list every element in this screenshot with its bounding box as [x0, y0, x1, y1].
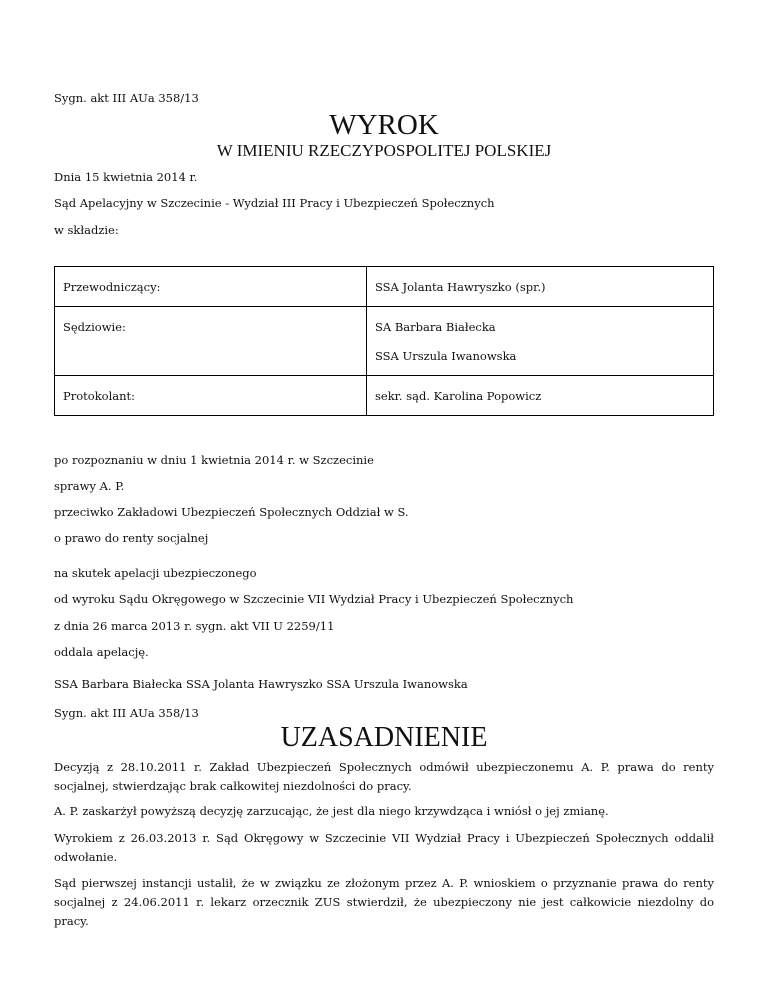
lower-court-date-line: z dnia 26 marca 2013 r. sygn. akt VII U 2259/11 [54, 619, 335, 633]
judgment-title: WYROK [329, 109, 439, 141]
panel-names-cell [367, 376, 714, 416]
justification-paragraph: Sąd pierwszej instancji ustalił, że w związku ze złożonym przez A. P. wnioskiem o przyznanie prawa do renty socjalnej z 24.06.2011 r. lekarz orzecznik ZUS stwierdził, że ubezpieczony nie jest całkowicie niezdolny do pracy. [54, 876, 714, 928]
appeal-line: na skutek apelacji ubezpieczonego [54, 566, 257, 580]
justification-title: UZASADNIENIE [280, 722, 488, 753]
panel-names-cell [367, 307, 714, 376]
judges-signature-line: SSA Barbara Białecka SSA Jolanta Hawryszko SSA Urszula Iwanowska [54, 677, 468, 691]
panel-names-cell [367, 267, 714, 307]
case-party-line: sprawy A. P. [54, 479, 125, 493]
court-panel-table [54, 266, 714, 416]
case-signature-top: Sygn. akt III AUa 358/13 [54, 91, 199, 105]
justification-paragraph: Wyrokiem z 26.03.2013 r. Sąd Okręgowy w Szczecinie VII Wydział Pracy i Ubezpieczeń Społecznych oddalił odwołanie. [54, 831, 714, 864]
court-name: Sąd Apelacyjny w Szczecinie - Wydział III Pracy i Ubezpieczeń Społecznych [54, 196, 495, 210]
subject-line: o prawo do renty socjalnej [54, 531, 209, 545]
case-signature-justification: Sygn. akt III AUa 358/13 [54, 706, 199, 720]
lower-court-line: od wyroku Sądu Okręgowego w Szczecinie VII Wydział Pracy i Ubezpieczeń Społecznych [54, 592, 574, 606]
panel-role: Przewodniczący: [63, 280, 161, 294]
panel-role-cell [55, 307, 367, 376]
panel-role-cell [55, 376, 367, 416]
panel-role: Sędziowie: [63, 320, 126, 334]
verdict-line: oddala apelację. [54, 645, 149, 659]
judgment-date: Dnia 15 kwietnia 2014 r. [54, 170, 198, 184]
panel-role-cell [55, 267, 367, 307]
justification-paragraph: A. P. zaskarżył powyższą decyzję zarzucając, że jest dla niego krzywdząca i wniósł o jej zmianę. [54, 804, 609, 818]
panel-row-clerk [55, 376, 714, 416]
panel-row-judges [55, 307, 714, 376]
panel-name: SA Barbara Białecka [375, 320, 496, 334]
panel-role: Protokolant: [63, 389, 136, 403]
panel-name: SSA Jolanta Hawryszko (spr.) [375, 280, 546, 294]
justification-paragraph: Decyzją z 28.10.2011 r. Zakład Ubezpieczeń Społecznych odmówił ubezpieczonemu A. P. prawa do renty socjalnej, stwierdzając brak całkowitej niezdolności do pracy. [54, 760, 714, 793]
composition-intro: w składzie: [54, 223, 119, 237]
judgment-subtitle: W IMIENIU RZECZYPOSPOLITEJ POLSKIEJ [216, 141, 552, 160]
panel-row-presiding [55, 267, 714, 307]
panel-name: SSA Urszula Iwanowska [375, 349, 517, 363]
panel-name: sekr. sąd. Karolina Popowicz [375, 389, 542, 403]
defendant-line: przeciwko Zakładowi Ubezpieczeń Społecznych Oddział w S. [54, 505, 409, 519]
hearing-line: po rozpoznaniu w dniu 1 kwietnia 2014 r. w Szczecinie [54, 453, 374, 467]
